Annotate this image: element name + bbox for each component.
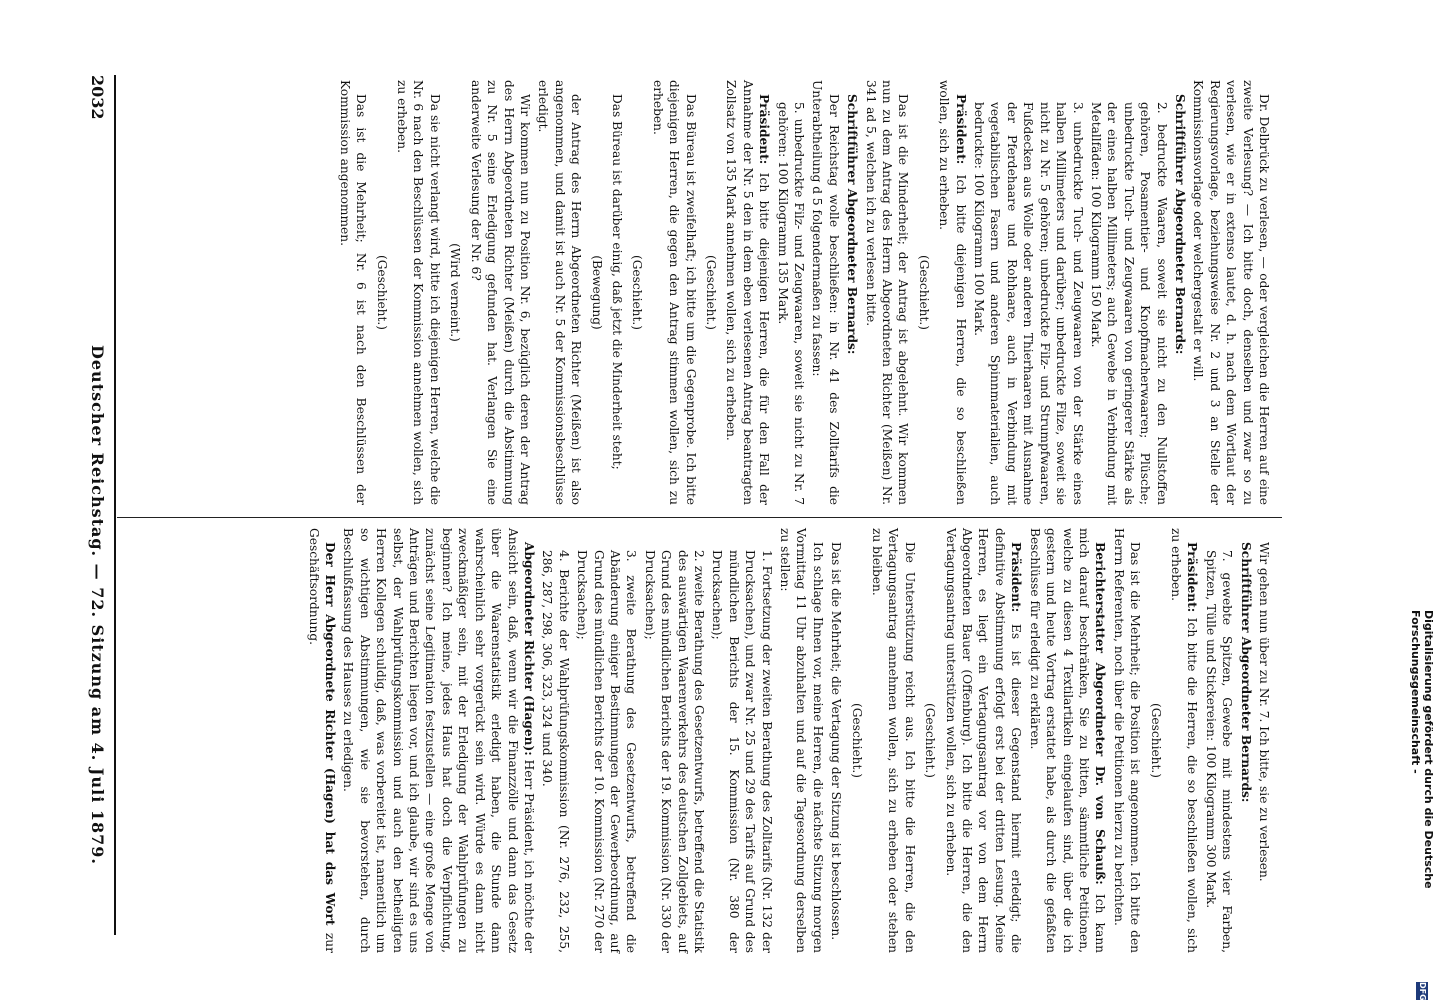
stage-direction — [447, 80, 463, 505]
left-column — [122, 80, 1272, 505]
paragraph-text: Das ist die Mehrheit; die Position ist angenommen. Ich bitte den Herrn Referenten, noch über die Petitionen hierzu zu berichten. — [1111, 528, 1143, 953]
speech-paragraph — [1026, 528, 1108, 953]
page-number: 2032 — [88, 75, 107, 120]
list-item — [539, 528, 572, 953]
stage-direction-text: (Geschieht.) — [374, 254, 389, 331]
paragraph — [1110, 528, 1143, 953]
paragraph — [649, 80, 698, 505]
stage-direction — [373, 80, 389, 505]
paragraph — [535, 80, 584, 505]
speech-paragraph — [1237, 528, 1253, 953]
paragraph — [336, 80, 369, 505]
paragraph — [394, 80, 443, 505]
paragraph — [1190, 80, 1272, 505]
paragraph — [862, 80, 911, 505]
list-item-text: 5. unbedruckte Filz- und Zeugwaaren, soweit sie nicht zu Nr. 7 gehören: 100 Kilogramm 135 Mark. — [775, 102, 807, 505]
paragraph-text: Dr. Delbrück zu verlesen, — oder vergleichen die Herren auf eine zweite Verlesung? — Ich bitte doch, denselben und zwar so zu verlesen, wie er in extenso lautet, d. h. nach dem Wortlaut der Regierungsvorlage, beziehungsweise Nr. 2 und 3 an Stelle der Kommissionsvorlage oder welchergestalt er will. — [1191, 80, 1271, 505]
list-item — [1088, 80, 1170, 505]
speaker-name: Präsident: — [757, 94, 772, 165]
speech-paragraph — [844, 80, 860, 505]
list-item-text: 2. zweite Berathung des Gesetzentwurfs, betreffend die Statistik des auswärtigen Waarenverkehrs des deutschen Zollgebiets, auf Grund des mündlichen Berichts der 19. Kommission (Nr. 330 der Drucksachen); — [642, 550, 706, 953]
list-item-text: 7. gewebte Spitzen, Gewebe mit mindestens vier Farben, Spitzen, Tülle und Stickereien: 100 Kilogramm 300 Mark. — [1203, 550, 1235, 953]
list-item-text: 1. Fortsetzung der zweiten Berathung des Zolltarifs (Nr. 132 der Drucksachen), und zwar Nr. 25 und 29 des Tarifs auf Grund des mündlichen Berichts der 15. Kommission (Nr. 380 der Drucksachen); — [710, 550, 774, 953]
speech-paragraph — [1172, 80, 1188, 505]
speech-text: Es ist dieser Gegenstand hiermit erledigt; die definitive Abstimmung erfolgt erst bei der dritten Lesung. Meine Herren, es liegt ein Vertagungsantrag vor von dem Herrn Abgeordneten Bauer (Offenburg). Ich bitte die Herren, die den Vertagungsantrag unterstützen wollen, sich zu erheben. — [943, 528, 1024, 953]
speech-paragraph — [1168, 528, 1201, 953]
stage-direction-text: (Geschieht.) — [1148, 702, 1163, 779]
paragraph — [869, 528, 918, 953]
paragraph — [809, 80, 842, 505]
dfg-logo-icon: DFG — [1418, 982, 1427, 1001]
list-item — [774, 80, 807, 505]
stage-direction — [848, 528, 864, 953]
paragraph — [777, 528, 826, 953]
stage-direction — [922, 528, 938, 953]
paragraph-text: Wir gehen nun über zu Nr. 7. Ich bitte, sie zu verlesen. — [1257, 542, 1271, 882]
list-item — [709, 528, 775, 953]
speaker-name: Präsident: — [1009, 542, 1024, 613]
paragraph — [1256, 528, 1272, 953]
speech-text: Ich bitte die Herren, die so beschließen wollen, sich zu erheben. — [1168, 528, 1200, 953]
speaker-name: Schriftführer Abgeordneter Bernards: — [1172, 94, 1187, 355]
stage-direction-text: (Geschieht.) — [916, 254, 931, 331]
paragraph-text: Die Unterstützung reicht aus. Ich bitte die Herren, die den Vertagungsantrag annehmen wollen, sich zu erheben oder stehen zu bleiben. — [870, 528, 917, 953]
page-header — [77, 75, 107, 935]
speech-paragraph — [942, 528, 1024, 953]
list-item — [1202, 528, 1235, 953]
speech-text: Ich bitte diejenigen Herren, die für den Fall der Annahme der Nr. 5 den in dem eben verlesenen Antrag beantragten Zollsatz von 135 Mark annehmen wollen, sich zu erheben. — [724, 80, 772, 506]
speaker-name: Abgeordneter Richter (Hagen): — [521, 542, 536, 756]
stage-direction-text: (Bewegung) — [589, 255, 604, 330]
speaker-name: Präsident: — [1185, 542, 1200, 613]
list-item — [971, 80, 1086, 505]
paragraph — [609, 80, 625, 505]
stage-direction-text: (Geschieht.) — [923, 702, 938, 779]
paragraph-text: Das ist die Mehrheit; Nr. 6 ist nach den Beschlüssen der Kommission angenommen. — [337, 80, 369, 505]
speech-paragraph — [340, 528, 537, 953]
speaker-name: Der Herr Abgeordnete Richter (Hagen) hat das Wort — [323, 542, 338, 926]
speech-text: Ich bitte diejenigen Herren, die so beschließen wollen, sich zu erheben. — [937, 80, 968, 505]
paragraph-text: Das ist die Minderheit; der Antrag ist abgelehnt. Wir kommen nun zu dem Antrag des Herrn Abgeordneten Richter (Meißen) Nr. 341 ad 5, welchen ich zu verlesen bitte. — [863, 80, 911, 505]
digitization-credit — [1409, 0, 1435, 1001]
speech-text: Ich kann mich darauf beschränken, Sie zu bitten, sämmtliche Petitionen, welche zu diesen 4 Textilartikeln eingelaufen sind, über die ich gestern und heute Vortrag erstattet habe, als durch die gefaßten Beschlüsse für erledigt zu erklären. — [1027, 528, 1108, 954]
running-title: Deutscher Reichstag. — 72. Sitzung am 4. Juli 1879. — [88, 345, 107, 865]
list-item-text: 4. Berichte der Wahlprüfungskommission (Nr. 276, 232, 255, 286, 287, 298, 306, 323, 324 und 340. — [540, 550, 571, 953]
list-item-text: 3. zweite Berathung des Gesetzentwurfs, betreffend die Abänderung einiger Bestimmungen der Gewerbeordnung, auf Grund des mündlichen Berichts der 10. Kommission (Nr. 270 der Drucksachen); — [575, 550, 639, 953]
speaker-name: Schriftführer Abgeordneter Bernards: — [845, 94, 860, 355]
speech-text: Herr Präsident, ich möchte der Ansicht sein, daß, wenn wir die Finanzzölle und dann das Gesetz über die Waarenstatistik erledigt haben, die Stunde dann wahrscheinlich sehr vorgerückt sein wird. Würde es dann nicht zweckmäßiger sein, mit der Erledigung der Wahlprüfungen zu beginnen? Ich meine, jedes Haus hat doch die Verpflichtung, zunächst seine Legitimation festzustellen — eine große Menge von Anträgen und Berichten liegen vor, und ich glaube, wir sind es uns selbst, der Wahlprüfungskommission und auch den betheiligten Herren Kollegen schuldig, daß, was vorbereitet ist, namentlich um so wichtigen Abstimmungen, wie sie bevorstehen, durch Beschlußfassung des Hauses zu erledigen. — [341, 528, 536, 954]
speaker-name: Präsident: — [953, 94, 968, 165]
paragraph-text: Wir kommen nun zu Position Nr. 6, bezüglich deren der Antrag des Herrn Abgeordneten Richter (Meißen) durch die Abstimmung zu Nr. 5 seine Erledigung gefunden hat. Verlangen Sie eine anderweite Verlesung der Nr. 6? — [468, 80, 532, 505]
list-item — [574, 528, 640, 953]
list-item-text: 3. unbedruckte Tuch- und Zeugwaaren von der Stärke eines halben Millimeters und darüber; unbedruckte Filze, soweit sie nicht zu Nr. 5 gehören; unbedruckte Filz- und Strumpfwaaren, Fußdecken aus Wolle oder anderen Thierhaaren mit Ausnahme der Pferdehaare und Rohhaare, auch in Verbindung mit vegetabilischen Fasern und anderen Spinnmaterialien, auch bedruckte: 100 Kilogramm 100 Mark. — [972, 102, 1085, 505]
stage-direction-text: (Wird verneint.) — [448, 243, 463, 342]
paragraph-text: Da sie nicht verlangt wird, bitte ich diejenigen Herren, welche die Nr. 6 nach den Beschlüssen der Kommission annehmen wollen, sich zu erheben. — [395, 80, 442, 505]
paragraph-text: Das Büreau ist zweifelhaft; ich bitte um die Gegenprobe. Ich bitte diejenigen Herren, die gegen den Antrag stimmen wollen, sich zu erheben. — [650, 80, 698, 505]
column-divider — [117, 517, 1282, 518]
paragraph-text: Der Reichstag wolle beschließen: in Nr. 41 des Zolltarifs die Unterabtheilung d 5 folgendermaßen zu fassen: — [810, 80, 841, 505]
stage-direction — [1147, 528, 1163, 953]
list-item — [641, 528, 707, 953]
stage-direction-text: (Geschieht.) — [849, 702, 864, 779]
speaker-name: Schriftführer Abgeordneter Bernards: — [1238, 542, 1253, 803]
speech-paragraph — [723, 80, 772, 505]
stage-direction — [703, 80, 719, 505]
paragraph-text: der Antrag des Herrn Abgeordneten Richter (Meißen) ist also angenommen, und damit ist auch Nr. 5 der Kommissionsbeschlüsse erledigt. — [536, 80, 584, 505]
paragraph — [828, 528, 844, 953]
speech-paragraph — [305, 528, 338, 953]
speaker-name: Berichterstatter Abgeordneter Dr. von Schauß: — [1093, 542, 1108, 885]
speech-paragraph — [936, 80, 969, 505]
speech-text: zur Geschäftsordnung. — [306, 528, 338, 953]
paragraph-text: Ich schlage Ihnen vor, meine Herren, die nächste Sitzung morgen Vormittag 11 Uhr abzuhalten und auf die Tagesordnung derselben zu stellen: — [778, 528, 825, 953]
paragraph-text: Das Büreau ist darüber einig, daß jetzt die Minderheit steht; — [609, 94, 624, 470]
right-column — [122, 528, 1272, 953]
header-rule — [114, 75, 116, 935]
paragraph — [467, 80, 533, 505]
credit-text: Digitalisierung gefördert durch die Deutsche Forschungsgemeinschaft - — [1409, 610, 1435, 889]
paragraph-text: Das ist die Mehrheit; die Vertagung der Sitzung ist beschlossen. — [829, 542, 844, 941]
stage-direction-text: (Geschieht.) — [630, 254, 645, 331]
stage-direction — [629, 80, 645, 505]
stage-direction — [915, 80, 931, 505]
list-item-text: 2. bedruckte Waaren, soweit sie nicht zu den Nullstoffen gehören, Posamentier- und Knopfmacherwaaren; Plüsche; unbedruckte Tuch- und Zeugwaaren von geringerer Stärke als der eines halben Millimeters; auch Gewebe in Verbindung mit Metallfäden: 100 Kilogramm 150 Mark. — [1088, 102, 1169, 505]
stage-direction-text: (Geschieht.) — [704, 254, 718, 331]
stage-direction — [588, 80, 604, 505]
